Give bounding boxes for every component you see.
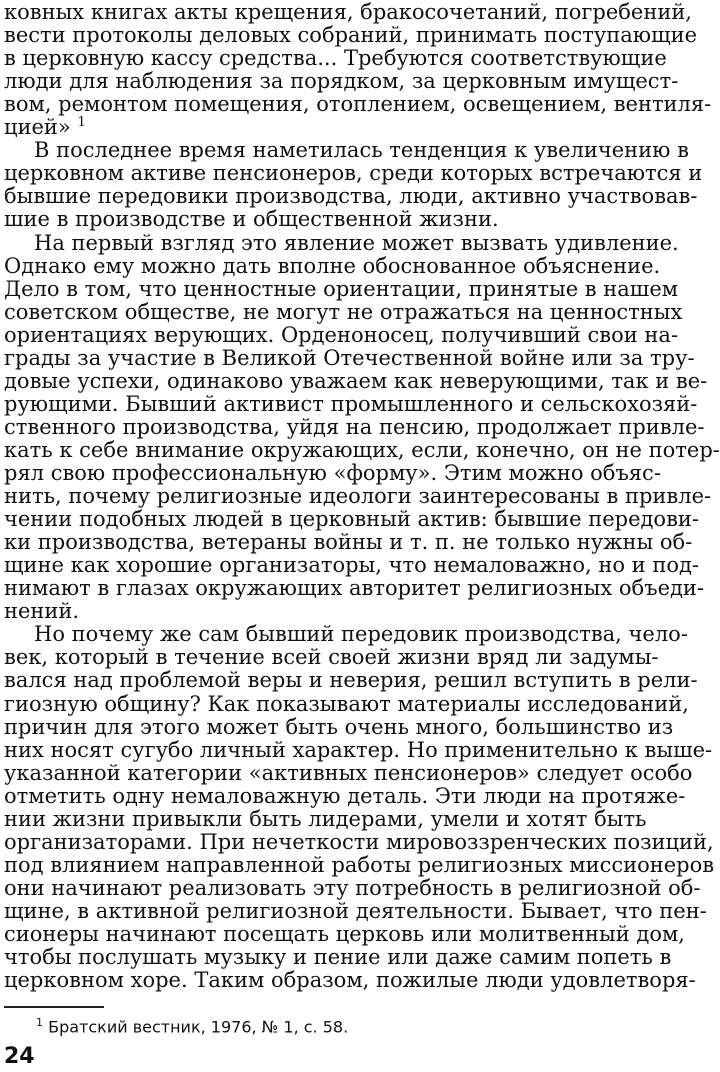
text-line: нить, почему религиозные идеологи заинтересованы в привле- bbox=[4, 484, 712, 509]
text-line: вался над проблемой веры и неверия, решил вступить в рели- bbox=[4, 668, 698, 693]
footnote bbox=[36, 1013, 348, 1037]
text-line: чтобы послушать музыку и пение или даже самим попеть в bbox=[4, 945, 672, 970]
text-line: На первый взгляд это явление может вызвать удивление. bbox=[34, 230, 679, 255]
text-line: советском обществе, не могут не отражаться на ценностных bbox=[4, 299, 683, 324]
text-line: в церковную кассу средства... Требуются соответствующие bbox=[4, 46, 667, 71]
text-line: щине, в активной религиозной деятельности. Бывает, что пен- bbox=[4, 898, 707, 923]
text-line: люди для наблюдения за порядком, за церковным имущест- bbox=[4, 69, 679, 94]
text-line: причин для этого может быть очень много, большинство из bbox=[4, 714, 674, 739]
text-line: ственного производства, уйдя на пенсию, продолжает привле- bbox=[4, 414, 705, 439]
text-line: шие в производстве и общественной жизни. bbox=[4, 207, 499, 232]
text-line: указанной категории «активных пенсионеров» следует особо bbox=[4, 760, 693, 785]
text-line: вести протоколы деловых собраний, принимать поступающие bbox=[4, 23, 698, 48]
text-line: рял свою профессиональную «форму». Этим можно объяс- bbox=[4, 461, 661, 485]
text-line: нии жизни привыкли быть лидерами, умели и хотят быть bbox=[4, 806, 647, 831]
text-line: век, который в течение всей своей жизни вряд ли задумы- bbox=[4, 645, 659, 670]
text-line: В последнее время наметилась тенденция к увеличению в bbox=[34, 138, 689, 163]
text-line: бывшие передовики производства, люди, активно участвовав- bbox=[4, 184, 698, 209]
text-line: них носят сугубо личный характер. Но применительно к выше- bbox=[4, 737, 713, 762]
text-line: рующими. Бывший активист промышленного и сельскохозяй- bbox=[4, 391, 698, 416]
text-line: отметить одну немаловажную деталь. Эти люди на протяже- bbox=[4, 783, 686, 808]
footnote-reference: 1 bbox=[77, 115, 86, 131]
text-line: под влиянием направленной работы религиозных миссионеров bbox=[4, 852, 715, 877]
text-line: щине как хорошие организаторы, что немаловажно, но и под- bbox=[4, 553, 699, 578]
text-line: они начинают реализовать эту потребность в религиозной об- bbox=[4, 875, 701, 900]
text-line: церковном хоре. Таким образом, пожилые люди удовлетворя- bbox=[4, 968, 696, 993]
text-line: грады за участие в Великой Отечественной войне или за тру- bbox=[4, 345, 695, 370]
text-line: Дело в том, что ценностные ориентации, принятые в нашем bbox=[4, 276, 679, 301]
footnote-marker: 1 bbox=[36, 1016, 43, 1029]
text-line: церковном активе пенсионеров, среди которых встречаются и bbox=[4, 161, 703, 186]
text-line: организаторами. При нечеткости мировоззренческих позиций, bbox=[4, 829, 714, 854]
text-line: Но почему же сам бывший передовик производства, чело- bbox=[34, 622, 688, 647]
footnote-divider bbox=[4, 1006, 104, 1008]
footnote-text: Братский вестник, 1976, № 1, с. 58. bbox=[48, 1017, 349, 1037]
text-line: цией» $^1$ bbox=[4, 115, 86, 140]
text-line: сионеры начинают посещать церковь или молитвенный дом, bbox=[4, 922, 685, 946]
page-number: 24 bbox=[4, 1044, 35, 1069]
text-line: вом, ремонтом помещения, отоплением, освещением, вентиля- bbox=[4, 92, 712, 117]
text-line: нимают в глазах окружающих авторитет религиозных объеди- bbox=[4, 576, 705, 601]
text-line: нений. bbox=[4, 599, 80, 624]
text-line: чении подобных людей в церковный актив: бывшие передови- bbox=[4, 507, 699, 532]
text-line: ориентациях верующих. Орденоносец, получивший свои на- bbox=[4, 322, 679, 347]
text-line: Однако ему можно дать вполне обоснованное объяснение. bbox=[4, 253, 661, 278]
text-line: ки производства, ветераны войны и т. п. не только нужны об- bbox=[4, 530, 693, 555]
text-line: довые успехи, одинаково уважаем как неверующими, так и ве- bbox=[4, 368, 708, 393]
text-line: ковных книгах акты крещения, бракосочетаний, погребений, bbox=[4, 0, 692, 24]
text-line: кать к себе внимание окружающих, если, конечно, он не потер- bbox=[4, 437, 720, 462]
text-line: гиозную общину? Как показывают материалы исследований, bbox=[4, 691, 689, 716]
